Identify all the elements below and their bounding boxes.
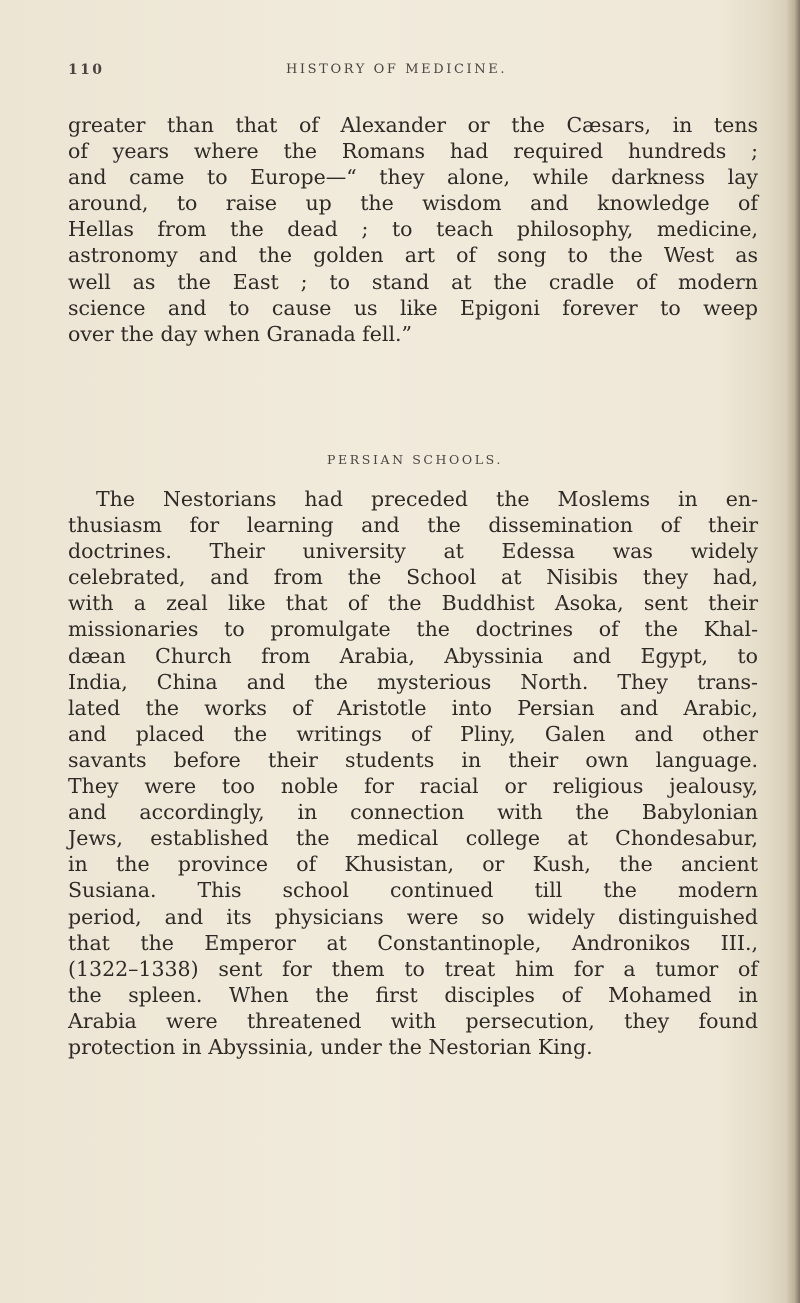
text-line: celebrated, and from the School at Nisibis they had, xyxy=(68,565,758,590)
text-line: missionaries to promulgate the doctrines of the Khal- xyxy=(68,617,758,642)
text-line: They were too noble for racial or religious jealousy, xyxy=(68,774,758,799)
text-line: Arabia were threatened with persecution, they found xyxy=(68,1008,758,1033)
text-line: astronomy and the golden art of song to the West as xyxy=(68,243,758,268)
text-line: greater than that of Alexander or the Cæsars, in tens xyxy=(68,113,758,137)
text-line: India, China and the mysterious North. They trans- xyxy=(68,669,758,694)
paragraph-1 xyxy=(68,112,758,347)
text-line: around, to raise up the wisdom and knowledge of xyxy=(68,191,758,216)
text-line: period, and its physicians were so widely distinguished xyxy=(68,904,758,929)
text-line: Hellas from the dead ; to teach philosophy, medicine, xyxy=(68,217,758,242)
page-edge-shadow xyxy=(786,0,800,1303)
text-line: dæan Church from Arabia, Abyssinia and Egypt, to xyxy=(68,643,758,668)
text-line: well as the East ; to stand at the cradle of modern xyxy=(68,269,758,294)
text-line: with a zeal like that of the Buddhist Asoka, sent their xyxy=(68,591,758,616)
text-line: doctrines. Their university at Edessa was widely xyxy=(68,539,758,564)
running-head-title: HISTORY OF MEDICINE. xyxy=(286,62,508,77)
text-line: in the province of Khusistan, or Kush, the ancient xyxy=(68,852,758,877)
text-line: over the day when Granada fell.” xyxy=(68,321,413,346)
text-line: and came to Europe—“ they alone, while darkness lay xyxy=(68,165,758,190)
text-line: of years where the Romans had required hundreds ; xyxy=(68,139,758,164)
text-line: and placed the writings of Pliny, Galen and other xyxy=(68,721,758,746)
text-line: lated the works of Aristotle into Persian and Arabic, xyxy=(68,695,758,720)
text-line: savants before their students in their own language. xyxy=(68,747,758,772)
text-line: that the Emperor at Constantinople, Andronikos III., xyxy=(68,930,758,955)
text-line: Jews, established the medical college at Chondesabur, xyxy=(68,826,758,851)
text-line: science and to cause us like Epigoni forever to weep xyxy=(68,295,758,320)
text-line: and accordingly, in connection with the Babylonian xyxy=(68,800,758,825)
page-number: 110 xyxy=(68,62,105,78)
text-line: (1322–1338) sent for them to treat him for a tumor of xyxy=(68,956,758,981)
text-line: protection in Abyssinia, under the Nestorian King. xyxy=(68,1034,593,1059)
text-line: thusiasm for learning and the dissemination of their xyxy=(68,513,758,538)
text-line: the spleen. When the first disciples of Mohamed in xyxy=(68,982,758,1007)
running-head xyxy=(68,62,768,86)
text-line: Susiana. This school continued till the modern xyxy=(68,878,758,903)
text-line: The Nestorians had preceded the Moslems in en- xyxy=(96,487,758,511)
section-heading: PERSIAN SCHOOLS. xyxy=(327,452,503,467)
paragraph-2 xyxy=(68,486,758,1060)
